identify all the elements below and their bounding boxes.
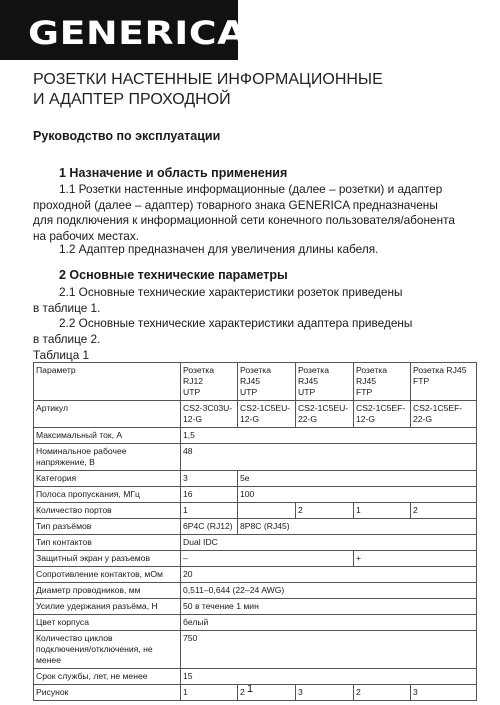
table-cell-value: 1 <box>181 503 238 519</box>
table-cell-parameter: Тип разъёмов <box>34 519 181 535</box>
table-cell-value: 15 <box>181 669 477 685</box>
table-cell-value: 2 <box>354 685 411 701</box>
table-cell-parameter: Усилие удержания разъёма, Н <box>34 599 181 615</box>
table-cell-parameter: Полоса пропускания, МГц <box>34 487 181 503</box>
table-cell-value: CS2-3C03U- 12-G <box>181 401 238 428</box>
section-1-paragraph-2 <box>33 242 473 258</box>
paragraph-line: на рабочих местах. <box>33 228 140 243</box>
table-cell-value: 6P4C (RJ12) <box>181 519 238 535</box>
table-cell-value: 20 <box>181 567 477 583</box>
table-cell-value: 0,511–0,644 (22–24 AWG) <box>181 583 477 599</box>
table-cell-value: – <box>181 551 354 567</box>
table-row <box>34 599 477 615</box>
table-cell-parameter: Количество портов <box>34 503 181 519</box>
table-cell-value: 48 <box>181 444 477 471</box>
section-2-paragraph-1 <box>33 285 473 316</box>
table-cell-parameter: Номинальное рабочее напряжение, В <box>34 444 181 471</box>
table-cell-value: Розетка RJ45 FTP <box>354 363 411 401</box>
paragraph-line: 1.2 Адаптер предназначен для увеличения длины кабеля. <box>59 242 379 256</box>
table-cell-value: CS2-1C5EU- 22-G <box>296 401 354 428</box>
document-subtitle: Руководство по эксплуатации <box>33 129 221 143</box>
table-row <box>34 551 477 567</box>
table-cell-value: + <box>354 551 477 567</box>
table-cell-parameter: Цвет корпуса <box>34 615 181 631</box>
table-row <box>34 487 477 503</box>
table-row <box>34 631 477 669</box>
table-cell-value: Розетка RJ45 FTP <box>411 363 477 401</box>
table-cell-value: Розетка RJ45 UTP <box>238 363 296 401</box>
table-cell-parameter: Артикул <box>34 401 181 428</box>
table-cell-parameter: Рисунок <box>34 685 181 701</box>
paragraph-line: в таблице 2. <box>33 331 101 346</box>
page-number: 1 <box>246 683 254 695</box>
table-row <box>34 363 477 401</box>
table-row <box>34 519 477 535</box>
table-cell-value: 2 <box>238 685 296 701</box>
table-cell-parameter: Максимальный ток, А <box>34 428 181 444</box>
table-row <box>34 428 477 444</box>
table-cell-value: 5e <box>238 471 477 487</box>
table-cell-value: 100 <box>238 487 477 503</box>
table-row <box>34 503 477 519</box>
table-cell-parameter: Параметр <box>34 363 181 401</box>
table-cell-parameter: Срок службы, лет, не менее <box>34 669 181 685</box>
paragraph-line: проходной (далее – адаптер) товарного знака GENERICA предназначены <box>33 197 438 212</box>
table-cell-value: CS2-1C5EU- 12-G <box>238 401 296 428</box>
table-cell-value: 1 <box>354 503 411 519</box>
table-row <box>34 583 477 599</box>
table-cell-parameter: Защитный экран у разъемов <box>34 551 181 567</box>
table-row <box>34 444 477 471</box>
table-cell-value: 1,5 <box>181 428 477 444</box>
table-cell-value: 2 <box>411 503 477 519</box>
brand-logo: GENERICA <box>28 14 247 52</box>
table-row <box>34 567 477 583</box>
table-cell-value: CS2-1C5EF- 12-G <box>354 401 411 428</box>
table-cell-value: 16 <box>181 487 238 503</box>
paragraph-line: 2.1 Основные технические характеристики розеток приведены <box>59 285 403 299</box>
table-cell-parameter: Диаметр проводников, мм <box>34 583 181 599</box>
table-cell-parameter: Количество циклов подключения/отключения, не менее <box>34 631 181 669</box>
table-caption: Таблица 1 <box>33 348 90 362</box>
table-cell-value: 3 <box>296 685 354 701</box>
document-title <box>33 70 383 110</box>
table-cell-value: 2 <box>296 503 354 519</box>
table-cell-value: 50 в течение 1 мин <box>181 599 477 615</box>
table-row <box>34 471 477 487</box>
specifications-table <box>33 362 477 701</box>
paragraph-line: для подключения к информационной сети конечного пользователя/абонента <box>33 213 455 227</box>
table-cell-value <box>238 503 296 519</box>
section-1-paragraph-1 <box>33 182 473 244</box>
table-cell-value: 8P8C (RJ45) <box>238 519 477 535</box>
document-title-line-2: И АДАПТЕР ПРОХОДНОЙ <box>33 91 231 108</box>
paragraph-line: 1.1 Розетки настенные информационные (далее – розетки) и адаптер <box>59 182 443 196</box>
table-row <box>34 535 477 551</box>
logo-banner <box>0 0 247 60</box>
table-cell-parameter: Тип контактов <box>34 535 181 551</box>
section-2-heading: 2 Основные технические параметры <box>59 268 288 282</box>
table-cell-parameter: Сопротивление контактов, мОм <box>34 567 181 583</box>
table-cell-value: 3 <box>411 685 477 701</box>
section-1-heading: 1 Назначение и область применения <box>59 166 288 180</box>
table-row <box>34 401 477 428</box>
table-cell-value: 1 <box>181 685 238 701</box>
table-cell-value: Dual IDC <box>181 535 477 551</box>
table-cell-parameter: Категория <box>34 471 181 487</box>
table-cell-value: 750 <box>181 631 477 669</box>
table-cell-value: Розетка RJ12 UTP <box>181 363 238 401</box>
table-cell-value: CS2-1C5EF- 22-G <box>411 401 477 428</box>
document-title-line-1: РОЗЕТКИ НАСТЕННЫЕ ИНФОРМАЦИОННЫЕ <box>33 71 383 88</box>
section-2-paragraph-2 <box>33 316 473 347</box>
table-cell-value: 3 <box>181 471 238 487</box>
paragraph-line: 2.2 Основные технические характеристики адаптера приведены <box>59 316 413 330</box>
paragraph-line: в таблице 1. <box>33 300 101 315</box>
table-cell-value: белый <box>181 615 477 631</box>
table-cell-value: Розетка RJ45 UTP <box>296 363 354 401</box>
table-row <box>34 615 477 631</box>
